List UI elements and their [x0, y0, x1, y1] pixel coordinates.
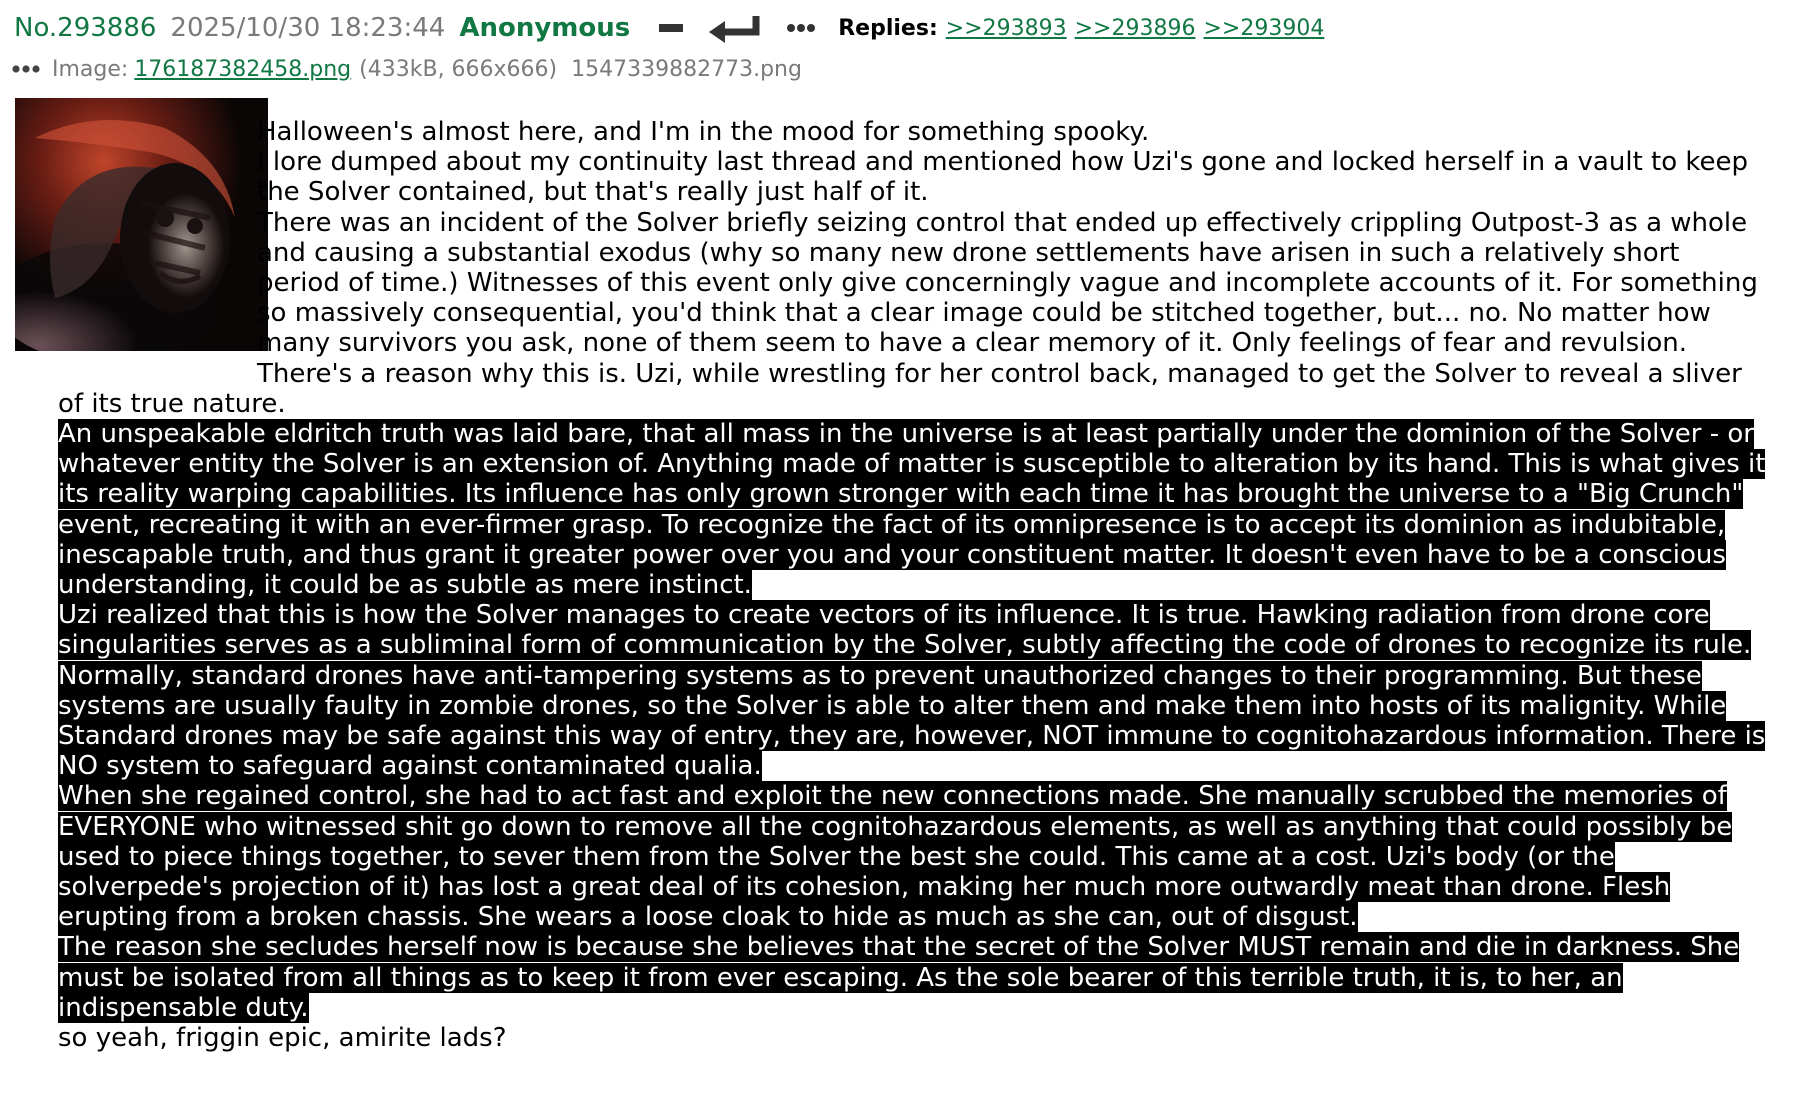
return-arrow-icon[interactable]: [706, 13, 764, 43]
file-label: Image:: [52, 56, 129, 82]
minus-icon[interactable]: [658, 22, 684, 34]
post-header: [14, 10, 1332, 46]
more-dots-icon[interactable]: [786, 23, 816, 33]
reply-link[interactable]: >>293904: [1203, 15, 1325, 41]
spoiler-text[interactable]: An unspeakable eldritch truth was laid bare, that all mass in the universe is at least partially under the dominion of the Solver - or whatever entity the Solver is an extension of. Anything made of matter is susceptible to alteration by its hand. This is what gives it its reality warping capabilities. Its influence has only grown stronger with each time it has brought the universe to a "Big Crunch" event, recreating it with an ever-firmer grasp. To recognize the fact of its omnipresence is to accept its dominion as indubitable, inescapable truth, and thus grant it greater power over you and your constituent matter. It doesn't even have to be a conscious understanding, it could be as subtle as mere instinct.: [58, 419, 1766, 601]
post-text-line: so yeah, friggin epic, amirite lads?: [58, 1023, 507, 1054]
spoiler-text[interactable]: The reason she secludes herself now is because she believes that the secret of the Solver MUST remain and die in darkness. She must be isolated from all things as to keep it from ever escaping. As the sole bearer of this terrible truth, it is, to her, an indispensable duty.: [58, 932, 1740, 1023]
more-dots-icon[interactable]: [12, 64, 40, 74]
replies-label: Replies:: [838, 15, 938, 41]
reply-link[interactable]: >>293893: [945, 15, 1067, 41]
file-meta: (433kB, 666x666): [359, 56, 558, 82]
spoiler-text[interactable]: When she regained control, she had to act fast and exploit the new connections made. She manually scrubbed the memories of EVERYONE who witnessed shit go down to remove all the cognitohazardous elements, as well as anything that could possibly be used to piece things together, to sever them from the Solver the best she could. This came at a cost. Uzi's body (or the solverpede's projection of it) has lost a great deal of its cohesion, making her much more outwardly meat than drone. Flesh erupting from a broken chassis. She wears a loose cloak to hide as much as she can, out of disgust.: [58, 781, 1733, 933]
file-link[interactable]: 176187382458.png: [134, 56, 352, 82]
post-text-line: Halloween's almost here, and I'm in the mood for something spooky.: [257, 117, 1150, 147]
spoiler-text[interactable]: Uzi realized that this is how the Solver manages to create vectors of its influence. It is true. Hawking radiation from drone core singularities serves as a subliminal form of communication by the Solver, subtly affecting the code of drones to recognize its rule. Normally, standard drones have anti-tampering systems as to prevent unauthorized changes to their programming. But these systems are usually faulty in zombie drones, so the Solver is able to alter them and make them into hosts of its malignity. While Standard drones may be safe against this way of entry, they are, however, NOT immune to cognitohazardous information. There is NO system to safeguard against contaminated qualia.: [58, 600, 1766, 782]
post-body: [58, 117, 1770, 1053]
reply-link[interactable]: >>293896: [1074, 15, 1196, 41]
post-text-line: There's a reason why this is. Uzi, while wrestling for her control back, managed to get the Solver to reveal a sliver of its true nature.: [58, 358, 1742, 419]
file-info: [12, 54, 802, 84]
post-datetime: 2025/10/30 18:23:44: [170, 13, 446, 43]
post-number[interactable]: No.293886: [14, 13, 157, 43]
post-text-line: I lore dumped about my continuity last thread and mentioned how Uzi's gone and locked herself in a vault to keep the Solver contained, but that's really just half of it.: [257, 147, 1749, 208]
post-text-line: There was an incident of the Solver briefly seizing control that ended up effectively crippling Outpost-3 as a whole and causing a substantial exodus (why so many new drone settlements have arisen in such a relatively short period of time.) Witnesses of this event only give concerningly vague and incomplete accounts of it. For something so massively consequential, you'd think that a clear image could be stitched together, but... no. No matter how many survivors you ask, none of them seem to have a clear memory of it. Only feelings of fear and revulsion.: [257, 207, 1758, 359]
poster-name: Anonymous: [459, 13, 631, 43]
original-filename: 1547339882773.png: [571, 56, 802, 82]
